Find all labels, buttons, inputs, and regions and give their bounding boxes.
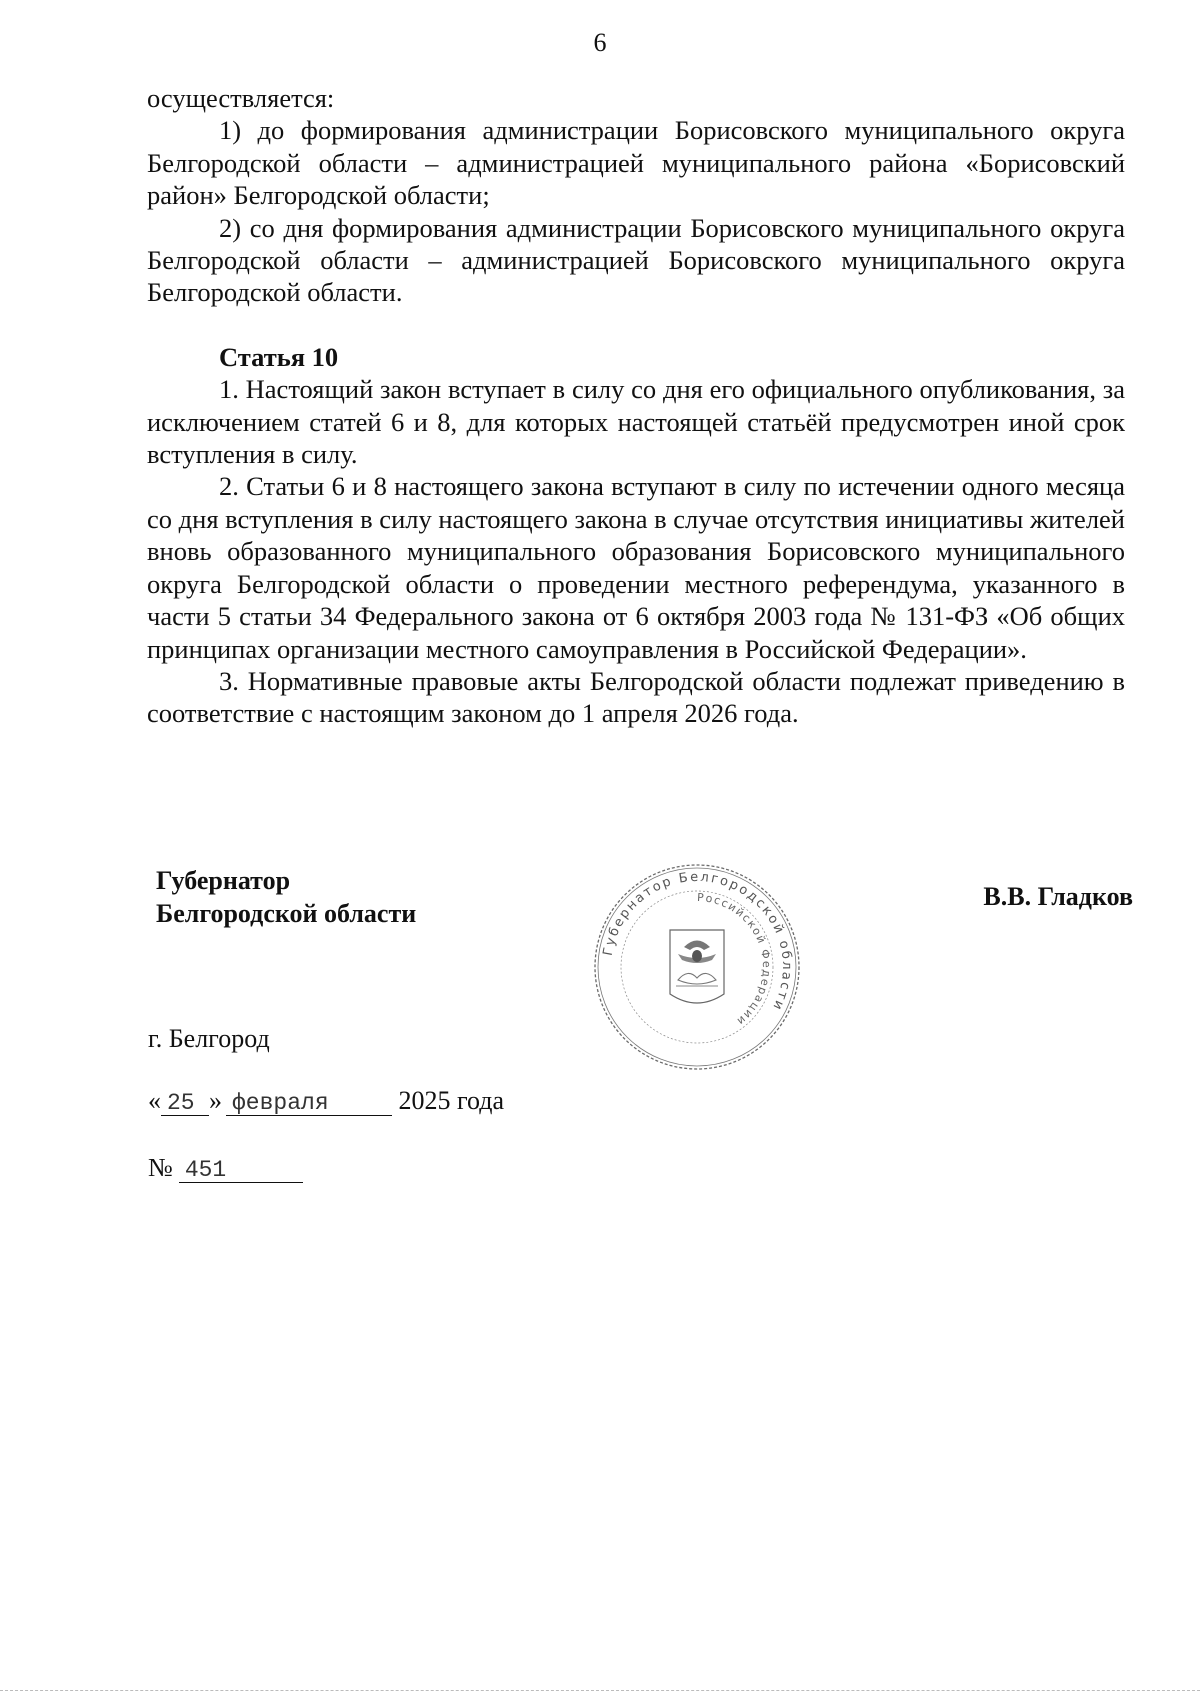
- document-number: [148, 1153, 303, 1183]
- paragraph-item-1: 1) до формирования администрации Борисовского муниципального округа Белгородской области – администрацией муниципального района «Борисовский район» Белгородской области;: [147, 115, 1125, 211]
- place-of-signing: г. Белгород: [148, 1024, 270, 1053]
- paragraph-item-2: 2) со дня формирования администрации Борисовского муниципального округа Белгородской области – администрацией Борисовского муниципального округа Белгородской области.: [147, 212, 1125, 308]
- seal-outer-text: Губернатор Белгородской области: [600, 869, 795, 1014]
- date-day: 25: [161, 1091, 209, 1116]
- number-value: 451: [179, 1158, 303, 1183]
- date-open-quote: «: [148, 1086, 161, 1115]
- date-close-quote: »: [209, 1086, 222, 1115]
- document-body: [147, 82, 1125, 730]
- article-item-3: 3. Нормативные правовые акты Белгородской области подлежат приведению в соответствие с настоящим законом до 1 апреля 2026 года.: [147, 665, 1125, 729]
- official-seal: [592, 862, 802, 1072]
- page-number: 6: [593, 28, 607, 57]
- signatory-title-line-2: Белгородской области: [156, 899, 417, 928]
- signing-date: [148, 1086, 504, 1116]
- date-year: 2025 года: [398, 1086, 505, 1115]
- scan-edge-artifact: [0, 1690, 1200, 1694]
- article-item-2: 2. Статьи 6 и 8 настоящего закона вступают в силу по истечении одного месяца со дня вступления в силу настоящего закона в случае отсутствия инициативы жителей вновь образованного муниципального образования Борисовского муниципального округа Белгородской области о проведении местного референдума, указанного в части 5 статьи 34 Федерального закона от 6 октября 2003 года № 131-ФЗ «Об общих принципах организации местного самоуправления в Российской Федерации».: [147, 471, 1125, 664]
- signatory-title: [156, 864, 416, 930]
- signatory-name: В.В. Гладков: [983, 882, 1133, 911]
- paragraph-continuation: осуществляется:: [147, 83, 335, 113]
- seal-inner-text: Российской Федерации: [696, 890, 774, 1029]
- article-item-1: 1. Настоящий закон вступает в силу со дня его официального опубликования, за исключением статей 6 и 8, для которых настоящей статьёй предусмотрен иной срок вступления в силу.: [147, 374, 1125, 470]
- coat-of-arms-icon: [670, 930, 724, 1003]
- date-month: февраля: [226, 1091, 392, 1116]
- article-title: Статья 10: [219, 341, 339, 372]
- signatory-title-line-1: Губернатор: [156, 866, 291, 895]
- number-sign: №: [148, 1153, 173, 1182]
